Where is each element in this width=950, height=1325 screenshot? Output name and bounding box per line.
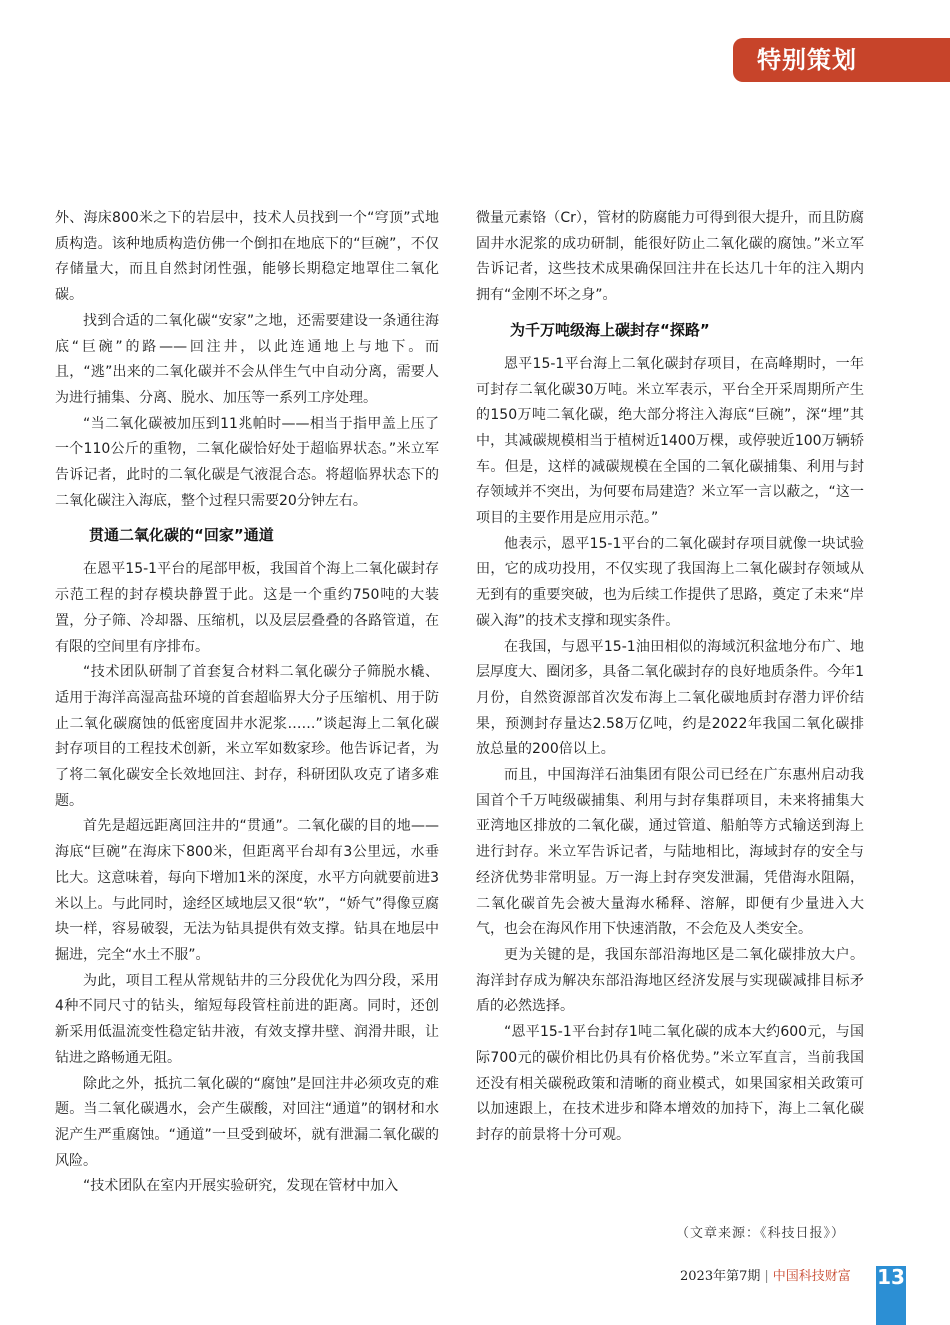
paragraph: “当二氧化碳被加压到11兆帕时——相当于指甲盖上压了一个110公斤的重物，二氧化碳恰好处于超临界状态。”米立军告诉记者，此时的二氧化碳是气液混合态。将超临界状态下的二氧化碳注入海底，整个过程只需要20分钟左右。 [55, 415, 439, 509]
article-source: （文章来源：《科技日报》） [676, 1226, 846, 1241]
paragraph: “技术团队研制了首套复合材料二氧化碳分子筛脱水橇、适用于海洋高湿高盐环境的首套超临界大分子压缩机、用于防止二氧化碳腐蚀的低密度固井水泥浆……”谈起海上二氧化碳封存项目的工程技术创新，米立军如数家珍。他告诉记者，为了将二氧化碳安全长效地回注、封存，科研团队攻克了诸多难题。 [55, 664, 439, 809]
paragraph: 在恩平15-1平台的尾部甲板，我国首个海上二氧化碳封存示范工程的封存模块静置于此。这是一个重约750吨的大装置，分子筛、冷却器、压缩机，以及层层叠叠的各路管道，在有限的空间里有序排布。 [55, 561, 439, 655]
paragraph: 除此之外，抵抗二氧化碳的“腐蚀”是回注井必须攻克的难题。当二氧化碳遇水，会产生碳酸，对回注“通道”的钢材和水泥产生严重腐蚀。“通道”一旦受到破坏，就有泄漏二氧化碳的风险。 [55, 1075, 439, 1169]
paragraph: “恩平15-1平台封存1吨二氧化碳的成本大约600元，与国际700元的碳价相比仍具有价格优势。”米立军直言，当前我国还没有相关碳税政策和清晰的商业模式，如果国家相关政策可以加速跟上，在技术进步和降本增效的加持下，海上二氧化碳封存的前景将十分可观。 [476, 1024, 864, 1143]
paragraph: 在我国，与恩平15-1油田相似的海域沉积盆地分布广、地层厚度大、圈闭多，具备二氧化碳封存的良好地质条件。今年1月份，自然资源部首次发布海上二氧化碳地质封存潜力评价结果，预测封存量达2.58万亿吨，约是2022年我国二氧化碳排放总量的200倍以上。 [476, 638, 864, 758]
page-number: 13 [877, 1265, 905, 1289]
section-heading: 为千万吨级海上碳封存“探路” [510, 320, 710, 339]
journal-name: 中国科技财富 [772, 1269, 851, 1284]
paragraph: 为此，项目工程从常规钻井的三分段优化为四分段，采用4种不同尺寸的钻头，缩短每段管柱前进的距离。同时，还创新采用低温流变性稳定钻井液，有效支撑井壁、润滑井眼，让钻进之路畅通无阻。 [55, 972, 439, 1066]
issue-label: 2023年第7期 [680, 1269, 761, 1284]
section-label: 特别策划 [757, 46, 857, 74]
paragraph: 外、海床800米之下的岩层中，技术人员找到一个“穹顶”式地质构造。该种地质构造仿佛一个倒扣在地底下的“巨碗”，不仅存储量大，而且自然封闭性强，能够长期稳定地罩住二氧化碳。 [55, 210, 439, 304]
paragraph: 他表示，恩平15-1平台的二氧化碳封存项目就像一块试验田，它的成功投用，不仅实现了我国海上二氧化碳封存领域从无到有的重要突破，也为后续工作提供了思路，奠定了未来“岸碳入海”的技术支撑和现实条件。 [476, 535, 864, 629]
paragraph: 首先是超远距离回注井的“贯通”。二氧化碳的目的地——海底“巨碗”在海床下800米，但距离平台却有3公里远，水垂比大。这意味着，每向下增加1米的深度，水平方向就要前进3米以上。与此同时，途经区域地层又很“软”，“娇气”得像豆腐块一样，容易破裂，无法为钻具提供有效支撑。钻具在地层中掘进，完全“水土不服”。 [55, 818, 439, 963]
left-column [55, 206, 439, 1200]
paragraph: 而且，中国海洋石油集团有限公司已经在广东惠州启动我国首个千万吨级碳捕集、利用与封存集群项目，未来将捕集大亚湾地区排放的二氧化碳，通过管道、船舶等方式输送到海上进行封存。米立军告诉记者，与陆地相比，海域封存的安全与经济优势非常明显。万一海上封存突发泄漏，凭借海水阻隔，二氧化碳首先会被大量海水稀释、溶解，即便有少量进入大气，也会在海风作用下快速消散，不会危及人类安全。 [476, 767, 864, 938]
page-footer [680, 1265, 851, 1289]
paragraph: 微量元素铬（Cr），管材的防腐能力可得到很大提升，而且防腐固井水泥浆的成功研制，能很好防止二氧化碳的腐蚀。”米立军告诉记者，这些技术成果确保回注井在长达几十年的注入期内拥有“金刚不坏之身”。 [476, 210, 864, 304]
paragraph: 找到合适的二氧化碳“安家”之地，还需要建设一条通往海底“巨碗”的路——回注井，以此连通地上与地下。而且，“逃”出来的二氧化碳并不会从伴生气中自动分离，需要人为进行捕集、分离、脱水、加压等一系列工序处理。 [55, 312, 439, 406]
paragraph: “技术团队在室内开展实验研究，发现在管材中加入 [83, 1178, 399, 1195]
section-heading: 贯通二氧化碳的“回家”通道 [89, 526, 274, 545]
footer-separator: | [764, 1269, 769, 1284]
paragraph: 恩平15-1平台海上二氧化碳封存项目，在高峰期时，一年可封存二氧化碳30万吨。米立军表示，平台全开采周期所产生的150万吨二氧化碳，绝大部分将注入海底“巨碗”，深“埋”其中，其减碳规模相当于植树近1400万棵，或停驶近100万辆轿车。但是，这样的减碳规模在全国的二氧化碳捕集、利用与封存领域并不突出，为何要布局建造？米立军一言以蔽之，“这一项目的主要作用是应用示范。” [476, 355, 864, 527]
right-column [476, 206, 864, 1149]
paragraph: 更为关键的是，我国东部沿海地区是二氧化碳排放大户。海洋封存成为解决东部沿海地区经济发展与实现碳减排目标矛盾的必然选择。 [476, 946, 864, 1015]
